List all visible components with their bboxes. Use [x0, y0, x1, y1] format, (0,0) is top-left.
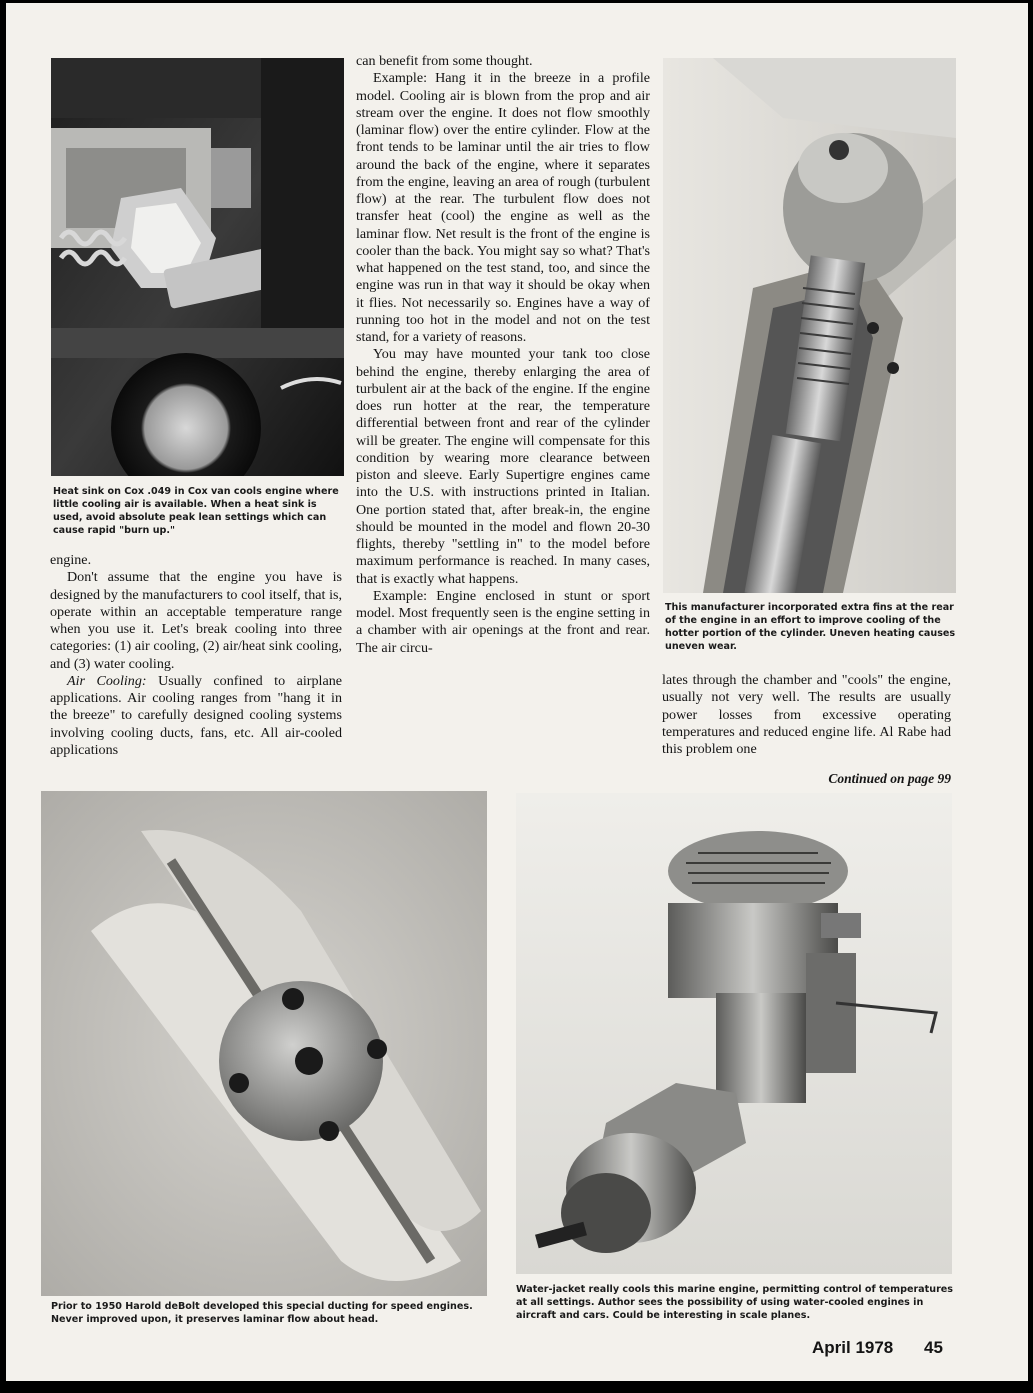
col2-paragraph-1: can benefit from some thought.: [356, 53, 533, 69]
air-cooling-heading: Air Cooling:: [67, 672, 147, 689]
photo-water-jacket-engine: [516, 793, 952, 1274]
col1-paragraph-2: Don't assume that the engine you have is designed by the manufacturers to cool itself, that is, operate within an acceptable temperature range when you use it. Let's break cooling into three categories: (1) air cooling, (2) air/heat sink cooling, and (3) water cooling.: [50, 569, 342, 672]
photo-cox-van-engine: [51, 58, 344, 476]
col1-paragraph-1: engine.: [50, 552, 92, 568]
article-column-2: [356, 53, 650, 657]
cox-van-illustration: [51, 58, 344, 476]
air-cooling-body: Usually confined to airplane applications. Air cooling ranges from "hang it in the breeze" to carefully designed cooling systems involving cooling ducts, fans, etc. All air-cooled applications: [50, 672, 343, 758]
water-jacket-illustration: [516, 793, 952, 1274]
footer-issue-date: April 1978: [812, 1338, 894, 1357]
photo-debolt-ducting: [41, 791, 487, 1296]
debolt-illustration: [41, 791, 487, 1296]
extra-fins-illustration: [663, 58, 956, 593]
col3-paragraph-1: lates through the chamber and "cools" the engine, usually not very well. The results are usually power losses from excessive operating temperatures and reduced engine life. Al Rabe had this problem one: [662, 672, 951, 757]
caption-cox-van: Heat sink on Cox .049 in Cox van cools engine where little cooling air is available. When a heat sink is used, avoid absolute peak lean settings which can cause rapid "burn up.": [53, 486, 339, 536]
article-column-1: [50, 552, 342, 759]
caption-debolt-ducting: Prior to 1950 Harold deBolt developed this special ducting for speed engines. Never improved upon, it preserves laminar flow about head.: [51, 1301, 473, 1325]
col2-paragraph-4: Example: Engine enclosed in stunt or sport model. Most frequently seen is the engine setting in a chamber with air openings at the front and rear. The air circu-: [356, 587, 650, 656]
col2-paragraph-3: You may have mounted your tank too close behind the engine, thereby enlarging the area of turbulent air at the back of the engine. If the engine does run hotter at the rear, the temperature differential between front and rear of the cylinder will be greater. The engine will compensate for this condition by wearing more clearance between piston and sleeve. Early Supertigre engines came into the U.S. with instructions printed in Italian. One portion stated that, after break-in, the engine should be mounted in the model and flown 20-30 flights, thereby "settling in" to the model before maximum performance is reached. In many cases, that is exactly what happens.: [356, 346, 650, 587]
article-column-3: [662, 672, 951, 758]
col2-paragraph-2: Example: Hang it in the breeze in a profile model. Cooling air is blown from the prop and air stream over the engine. It does not flow smoothly (laminar flow) over the entire cylinder. Flow at the front tends to be laminar until the air tries to flow around the back of the engine, where it separates from the engine, leaving an area of rough (turbulent flow) at the rear. The turbulent flow does not transfer heat (cool) the engine as well as the laminar flow. Net result is the front of the engine is cooler than the back. You might say so what? That's what happened on the test stand, too, and since the engine was run in that way it should be okay when it flies. Not necessarily so. Engines have a way of running too hot in the model and not on the test stand, for a variety of reasons.: [356, 70, 650, 345]
magazine-page: [6, 3, 1028, 1381]
caption-water-jacket: Water-jacket really cools this marine engine, permitting control of temperatures at all settings. Author sees the possibility of using water-cooled engines in aircraft and cars. Could be interesting in scale planes.: [516, 1284, 954, 1321]
photo-extra-fins-engine: [663, 58, 956, 593]
footer-page-number: 45: [924, 1338, 943, 1357]
caption-extra-fins: This manufacturer incorporated extra fins at the rear of the engine in an effort to improve cooling of the hotter portion of the cylinder. Uneven heating causes uneven wear.: [665, 602, 956, 652]
continued-notice: Continued on page 99: [828, 771, 951, 786]
col1-paragraph-3: [50, 673, 342, 759]
